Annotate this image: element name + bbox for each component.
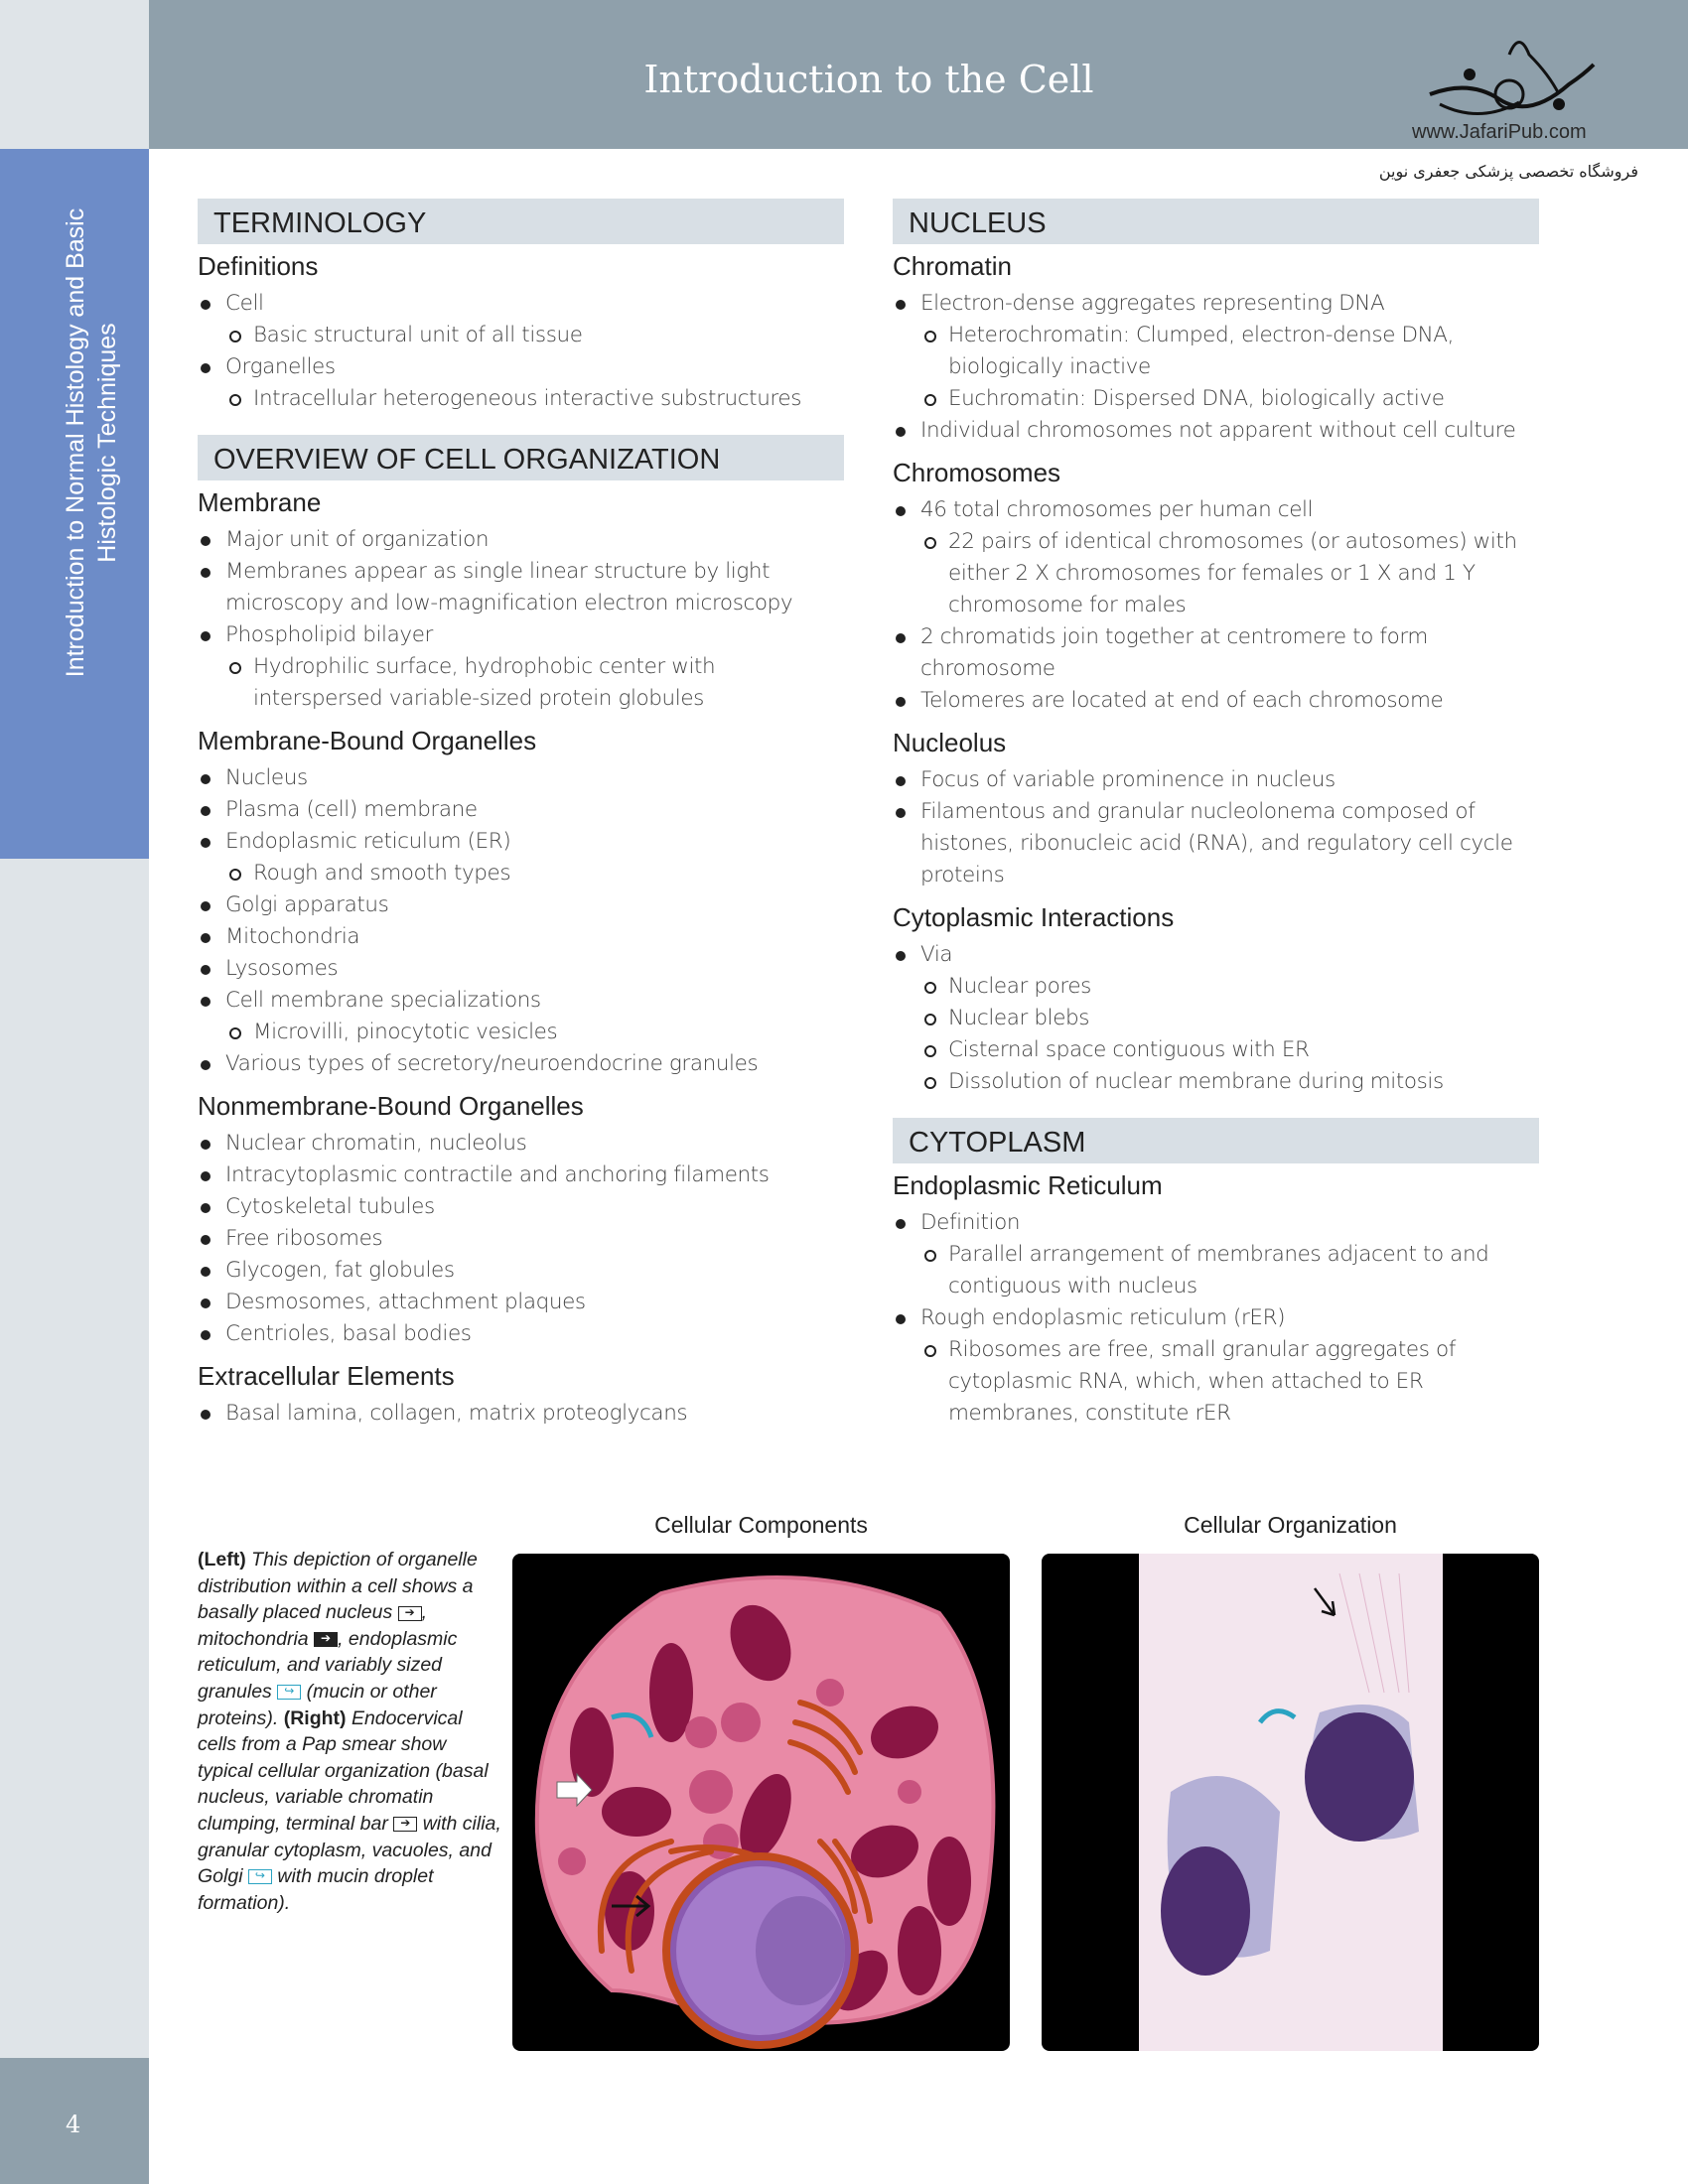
list-item: 46 total chromosomes per human cell xyxy=(893,494,1539,526)
caption-right-label: (Right) xyxy=(283,1706,347,1729)
list-item: Major unit of organization xyxy=(198,524,844,556)
list-item: Centrioles, basal bodies xyxy=(198,1318,844,1350)
publisher-logo xyxy=(1410,25,1609,124)
list-item: Rough and smooth types xyxy=(198,858,844,889)
list-item: Desmosomes, attachment plaques xyxy=(198,1287,844,1318)
list-item: Dissolution of nuclear membrane during mitosis xyxy=(893,1066,1539,1098)
list-item: Plasma (cell) membrane xyxy=(198,794,844,826)
list-item: Various types of secretory/neuroendocrine granules xyxy=(198,1048,844,1080)
nucleolus-list xyxy=(893,764,1539,891)
solid-arrow-icon: ➔ xyxy=(314,1632,338,1647)
list-item: Electron-dense aggregates representing DNA xyxy=(893,288,1539,320)
list-item: Telomeres are located at end of each chromosome xyxy=(893,685,1539,717)
list-item: Parallel arrangement of membranes adjacent to and contiguous with nucleus xyxy=(893,1239,1539,1302)
list-item: Basic structural unit of all tissue xyxy=(198,320,844,351)
list-item: Glycogen, fat globules xyxy=(198,1255,844,1287)
open-arrow-icon: ➔ xyxy=(393,1817,417,1832)
interactions-list xyxy=(893,939,1539,1098)
list-item: Definition xyxy=(893,1207,1539,1239)
left-column xyxy=(198,199,844,1430)
list-item: Hydrophilic surface, hydrophobic center with interspersed variable-sized protein globules xyxy=(198,651,844,715)
list-item: Cell xyxy=(198,288,844,320)
corner-block xyxy=(0,0,149,149)
curved-arrow-icon: ↪ xyxy=(248,1869,272,1884)
list-item: Organelles xyxy=(198,351,844,383)
list-item: Membranes appear as single linear structure by light microscopy and low-magnification electron microscopy xyxy=(198,556,844,619)
chapter-title-line1: Introduction to Normal Histology and Basic xyxy=(62,207,89,678)
list-item: Cytoskeletal tubules xyxy=(198,1191,844,1223)
list-item: 2 chromatids join together at centromere to form chromosome xyxy=(893,621,1539,685)
list-item: Individual chromosomes not apparent without cell culture xyxy=(893,415,1539,447)
section-header-terminology: TERMINOLOGY xyxy=(198,199,844,244)
caption-text: with mucin droplet formation). xyxy=(198,1865,434,1914)
extracellular-list xyxy=(198,1398,844,1430)
membrane-list xyxy=(198,524,844,715)
definitions-list xyxy=(198,288,844,415)
list-item: Filamentous and granular nucleolonema composed of histones, ribonucleic acid (RNA), and regulatory cell cycle proteins xyxy=(893,796,1539,891)
section-header-nucleus: NUCLEUS xyxy=(893,199,1539,244)
list-item: Microvilli, pinocytotic vesicles xyxy=(198,1017,844,1048)
list-item: 22 pairs of identical chromosomes (or autosomes) with either 2 X chromosomes for females or 1 X and 1 Y chromosome for males xyxy=(893,526,1539,621)
subheading-extracellular: Extracellular Elements xyxy=(198,1361,455,1391)
list-item: Endoplasmic reticulum (ER) xyxy=(198,826,844,858)
caption-text: This depiction of organelle distribution within a cell shows a basally placed nucleus xyxy=(198,1549,478,1624)
list-item: Cell membrane specializations xyxy=(198,985,844,1017)
list-item: Nuclear blebs xyxy=(893,1003,1539,1034)
caption-text: with cilia, granular cytoplasm, vacuoles, and Golgi xyxy=(198,1812,501,1888)
caption-text: (mucin or other proteins). xyxy=(198,1680,437,1729)
curved-arrow-icon: ↪ xyxy=(277,1685,301,1700)
list-item: Mitochondria xyxy=(198,921,844,953)
list-item: Cisternal space contiguous with ER xyxy=(893,1034,1539,1066)
section-header-overview: OVERVIEW OF CELL ORGANIZATION xyxy=(198,435,844,480)
list-item: Rough endoplasmic reticulum (rER) xyxy=(893,1302,1539,1334)
subheading-chromatin: Chromatin xyxy=(893,251,1012,281)
list-item: Intracellular heterogeneous interactive substructures xyxy=(198,383,844,415)
chromatin-list xyxy=(893,288,1539,447)
page-title: Introduction to the Cell xyxy=(643,58,1094,101)
membrane-bound-list xyxy=(198,762,844,1080)
subheading-membrane: Membrane xyxy=(198,487,322,517)
figure-title-left: Cellular Components xyxy=(654,1512,868,1538)
list-item: Free ribosomes xyxy=(198,1223,844,1255)
logo-tagline: فروشگاه تخصصی پزشکی جعفری نوین xyxy=(1378,162,1638,181)
sidebar-margin xyxy=(0,859,149,2058)
er-list xyxy=(893,1207,1539,1430)
list-item: Nuclear pores xyxy=(893,971,1539,1003)
caption-left-label: (Left) xyxy=(198,1549,246,1570)
subheading-cytoplasmic-interactions: Cytoplasmic Interactions xyxy=(893,902,1175,932)
list-item: Nuclear chromatin, nucleolus xyxy=(198,1128,844,1160)
list-item: Ribosomes are free, small granular aggregates of cytoplasmic RNA, which, when attached to ER membranes, constitute rER xyxy=(893,1334,1539,1430)
list-item: Via xyxy=(893,939,1539,971)
subheading-chromosomes: Chromosomes xyxy=(893,458,1061,487)
subheading-nucleolus: Nucleolus xyxy=(893,728,1007,757)
chromosomes-list xyxy=(893,494,1539,717)
list-item: Basal lamina, collagen, matrix proteoglycans xyxy=(198,1398,844,1430)
list-item: Lysosomes xyxy=(198,953,844,985)
section-header-cytoplasm: CYTOPLASM xyxy=(893,1118,1539,1163)
list-item: Euchromatin: Dispersed DNA, biologically active xyxy=(893,383,1539,415)
list-item: Phospholipid bilayer xyxy=(198,619,844,651)
list-item: Golgi apparatus xyxy=(198,889,844,921)
figure-title-right: Cellular Organization xyxy=(1184,1512,1397,1538)
subheading-er: Endoplasmic Reticulum xyxy=(893,1170,1163,1200)
logo-url: www.JafariPub.com xyxy=(1412,121,1587,143)
subheading-membrane-bound: Membrane-Bound Organelles xyxy=(198,726,537,755)
list-item: Intracytoplasmic contractile and anchoring filaments xyxy=(198,1160,844,1191)
cell-illustration xyxy=(512,1554,1010,2051)
page-number: 4 xyxy=(66,2111,81,2138)
figure-caption xyxy=(198,1547,505,1916)
caption-text: Endocervical cells from a Pap smear show typical cellular organization (basal nucleus, variable chromatin clumping, terminal bar xyxy=(198,1706,489,1835)
subheading-nonmembrane-bound: Nonmembrane-Bound Organelles xyxy=(198,1091,584,1121)
chapter-title xyxy=(60,175,123,711)
subheading-definitions: Definitions xyxy=(198,251,319,281)
right-column xyxy=(893,199,1539,1430)
list-item: Heterochromatin: Clumped, electron-dense DNA, biologically inactive xyxy=(893,320,1539,383)
nonmembrane-bound-list xyxy=(198,1128,844,1350)
list-item: Focus of variable prominence in nucleus xyxy=(893,764,1539,796)
list-item: Nucleus xyxy=(198,762,844,794)
chapter-title-line2: Histologic Techniques xyxy=(93,323,121,563)
pap-smear-micrograph xyxy=(1042,1554,1539,2051)
open-arrow-icon: ➔ xyxy=(398,1606,422,1621)
caption-text: , endoplasmic reticulum, and variably sized granules xyxy=(198,1627,458,1703)
caption-text: , mitochondria xyxy=(198,1601,428,1650)
